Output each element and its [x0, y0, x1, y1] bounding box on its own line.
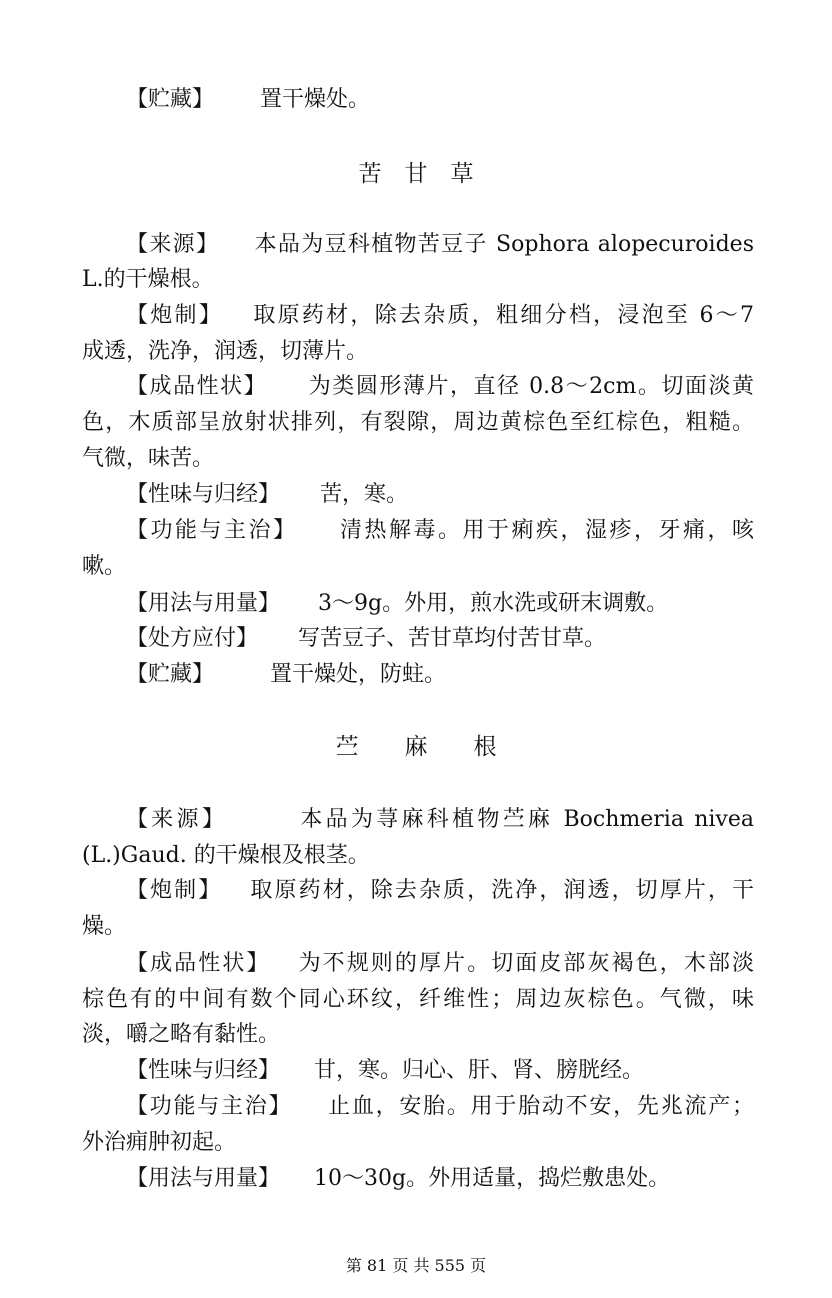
prescription-line — [126, 621, 754, 657]
function-label: 【功能与主治】 — [126, 518, 298, 543]
traits-text: 为不规则的厚片。切面皮部灰褐色，木部淡 — [296, 951, 754, 976]
usage-label: 【用法与用量】 — [126, 591, 281, 616]
page-footer: 第 81 页 共 555 页 — [345, 1256, 487, 1275]
prescription-text: 写苦豆子、苦甘草均付苦甘草。 — [298, 626, 607, 651]
usage-text: 3～9g。外用，煎水洗或研末调敷。 — [318, 591, 669, 616]
nature-line — [126, 477, 754, 513]
nature-line — [126, 1053, 754, 1089]
source-line-2: L.的干燥根。 — [82, 267, 214, 292]
source-line-2: (L.)Gaud. 的干燥根及根茎。 — [82, 843, 370, 868]
function-line-2: 嗽。 — [82, 554, 127, 579]
process-label: 【炮制】 — [126, 878, 223, 903]
process-line-1 — [126, 873, 754, 909]
traits-label: 【成品性状】 — [126, 374, 268, 399]
function-line-1 — [126, 513, 754, 549]
traits-line-3: 淡，嚼之略有黏性。 — [82, 1022, 281, 1047]
nature-text: 苦，寒。 — [320, 482, 409, 507]
source-label: 【来源】 — [126, 232, 220, 257]
traits-line-1 — [126, 946, 754, 982]
function-label: 【功能与主治】 — [126, 1094, 293, 1119]
traits-line-2: 色，木质部呈放射状排列，有裂隙，周边黄棕色至红棕色，粗糙。 — [82, 410, 754, 435]
traits-label: 【成品性状】 — [126, 951, 271, 976]
nature-text: 甘，寒。归心、肝、肾、膀胱经。 — [314, 1058, 645, 1083]
process-line-1 — [126, 298, 754, 334]
process-line-2: 燥。 — [82, 914, 127, 939]
source-line-1 — [126, 802, 754, 838]
nature-label: 【性味与归经】 — [126, 482, 281, 507]
process-line-2: 成透，洗净，润透，切薄片。 — [82, 339, 369, 364]
source-line-1 — [126, 227, 754, 263]
storage-text: 置干燥处，防蛀。 — [270, 662, 447, 687]
function-line-2: 外治痈肿初起。 — [82, 1130, 237, 1155]
entry-title: 苎 麻 根 — [335, 734, 497, 760]
storage-label: 【贮藏】 — [126, 662, 215, 687]
source-label: 【来源】 — [126, 807, 228, 832]
source-text: 本品为荨麻科植物苎麻 Bochmeria nivea — [297, 807, 754, 832]
nature-label: 【性味与归经】 — [126, 1058, 281, 1083]
traits-text: 为类圆形薄片，直径 0.8～2cm。切面淡黄 — [307, 374, 754, 399]
prev-storage-line — [126, 82, 754, 118]
prescription-label: 【处方应付】 — [126, 626, 259, 651]
usage-text: 10～30g。外用适量，捣烂敷患处。 — [314, 1166, 671, 1191]
usage-line — [126, 1161, 754, 1197]
function-text: 清热解毒。用于痢疾，湿疹，牙痛，咳 — [337, 518, 754, 543]
source-text: 本品为豆科植物苦豆子 Sophora alopecuroides — [253, 232, 754, 257]
entry-title: 苦 甘 草 — [358, 161, 474, 187]
process-text: 取原药材，除去杂质，粗细分档，浸泡至 6～7 — [251, 303, 754, 328]
process-text: 取原药材，除去杂质，洗净，润透，切厚片，干 — [248, 878, 754, 903]
traits-line-2: 棕色有的中间有数个同心环纹，纤维性；周边灰棕色。气微，味 — [82, 987, 754, 1012]
storage-line — [126, 657, 754, 693]
prev-storage-text: 置干燥处。 — [260, 87, 371, 112]
function-text: 止血，安胎。用于胎动不安，先兆流产； — [326, 1094, 754, 1119]
process-label: 【炮制】 — [126, 303, 224, 328]
prev-storage-label: 【贮藏】 — [126, 87, 215, 112]
traits-line-3: 气微，味苦。 — [82, 446, 215, 471]
usage-label: 【用法与用量】 — [126, 1166, 281, 1191]
traits-line-1 — [126, 369, 754, 405]
usage-line — [126, 586, 754, 622]
function-line-1 — [126, 1089, 754, 1125]
